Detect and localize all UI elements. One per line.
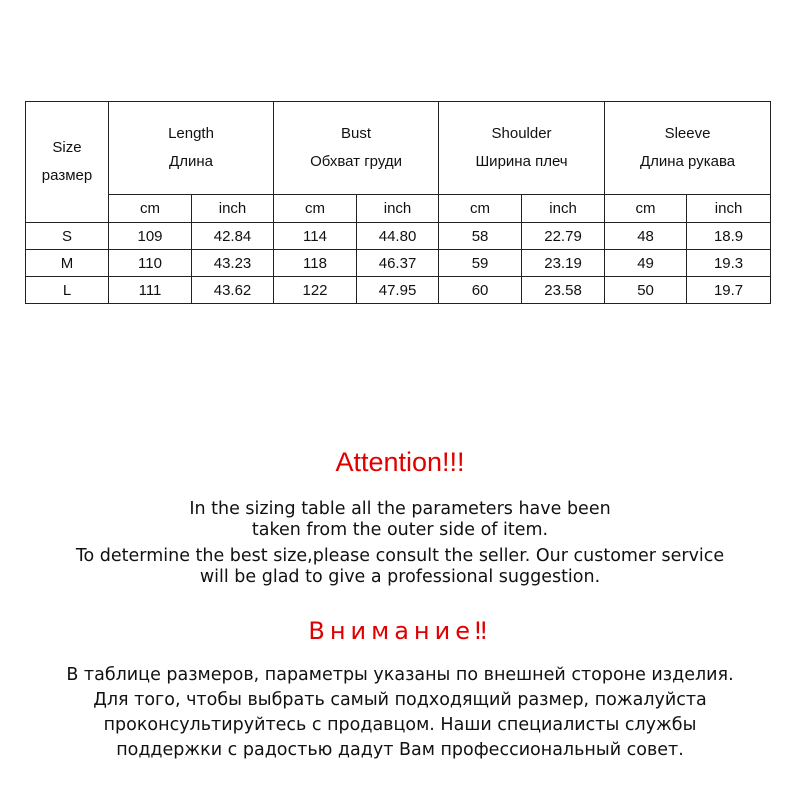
- value-cell: 49: [605, 250, 687, 277]
- notice-en-line: In the sizing table all the parameters have been: [189, 499, 611, 519]
- value-cell: 50: [605, 277, 687, 304]
- unit-cell: cm: [274, 195, 357, 223]
- value-cell: 48: [605, 223, 687, 250]
- shoulder-header-ru: Ширина плеч: [475, 153, 568, 170]
- bust-header-en: Bust: [341, 125, 372, 142]
- value-cell: 46.37: [357, 250, 439, 277]
- sleeve-header-ru: Длина рукава: [639, 153, 736, 170]
- shoulder-header-cell: [439, 102, 605, 195]
- notice-en-line: taken from the outer side of item.: [251, 520, 549, 540]
- table-row: [26, 223, 771, 250]
- value-cell: 122: [274, 277, 357, 304]
- value-cell: 110: [109, 250, 192, 277]
- attention-title-ru: Внимание‼: [308, 617, 492, 645]
- value-cell: 43.62: [192, 277, 274, 304]
- value-cell: 43.23: [192, 250, 274, 277]
- length-header-en: Length: [168, 125, 214, 142]
- value-cell: 42.84: [192, 223, 274, 250]
- value-cell: 58: [439, 223, 522, 250]
- size-cell: S: [26, 223, 109, 250]
- notice-ru-line: В таблице размеров, параметры указаны по внешней стороне изделия.: [66, 665, 734, 685]
- value-cell: 22.79: [522, 223, 605, 250]
- table-header-row: [26, 102, 771, 195]
- value-cell: 109: [109, 223, 192, 250]
- value-cell: 114: [274, 223, 357, 250]
- value-cell: 18.9: [687, 223, 771, 250]
- notice-ru-line: проконсультируйтесь с продавцом. Наши специалисты службы: [103, 715, 697, 735]
- value-cell: 23.58: [522, 277, 605, 304]
- notice-ru-paragraph: [0, 663, 800, 763]
- unit-cell: cm: [439, 195, 522, 223]
- value-cell: 111: [109, 277, 192, 304]
- unit-cell: cm: [605, 195, 687, 223]
- length-header-cell: [109, 102, 274, 195]
- size-header-cell: [26, 102, 109, 223]
- value-cell: 118: [274, 250, 357, 277]
- value-cell: 47.95: [357, 277, 439, 304]
- unit-cell: inch: [192, 195, 274, 223]
- table-row: [26, 250, 771, 277]
- units-row: [26, 195, 771, 223]
- bust-header-cell: [274, 102, 439, 195]
- size-chart-table: [25, 101, 771, 304]
- bust-header-ru: Обхват груди: [310, 153, 402, 170]
- notice-ru-line: поддержки с радостью дадут Вам профессиональный совет.: [116, 740, 684, 760]
- attention-title-en: Attention!!!: [335, 447, 465, 477]
- unit-cell: inch: [357, 195, 439, 223]
- size-header-ru: размер: [41, 167, 93, 184]
- value-cell: 19.7: [687, 277, 771, 304]
- notice-ru-line: Для того, чтобы выбрать самый подходящий размер, пожалуйста: [93, 690, 707, 710]
- length-header-ru: Длина: [169, 153, 213, 170]
- value-cell: 19.3: [687, 250, 771, 277]
- notice-en-paragraph-1: [0, 499, 800, 541]
- value-cell: 60: [439, 277, 522, 304]
- notice-en-paragraph-2: [0, 546, 800, 588]
- sleeve-header-cell: [605, 102, 771, 195]
- size-cell: M: [26, 250, 109, 277]
- unit-cell: inch: [522, 195, 605, 223]
- notice-en-line: will be glad to give a professional suggestion.: [199, 567, 601, 587]
- size-cell: L: [26, 277, 109, 304]
- size-header-en: Size: [52, 139, 82, 156]
- value-cell: 44.80: [357, 223, 439, 250]
- unit-cell: inch: [687, 195, 771, 223]
- value-cell: 59: [439, 250, 522, 277]
- value-cell: 23.19: [522, 250, 605, 277]
- unit-cell: cm: [109, 195, 192, 223]
- sleeve-header-en: Sleeve: [664, 125, 711, 142]
- shoulder-header-en: Shoulder: [491, 125, 552, 142]
- table-row: [26, 277, 771, 304]
- notice-en-line: To determine the best size,please consult the seller. Our customer service: [75, 546, 725, 566]
